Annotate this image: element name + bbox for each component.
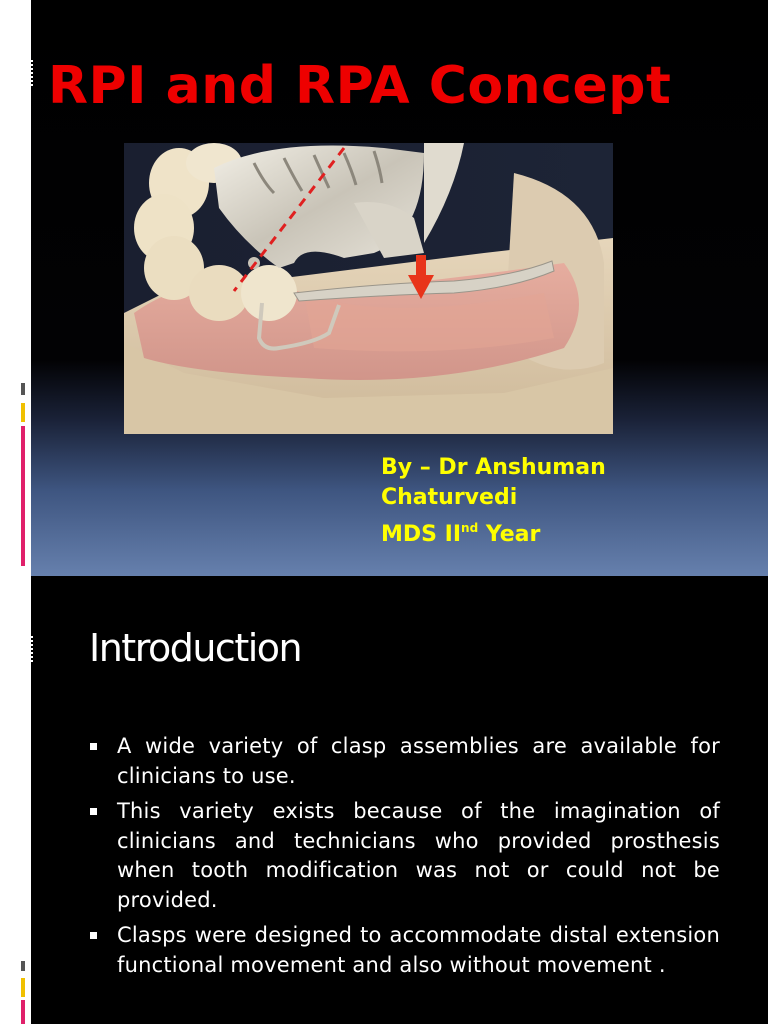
list-item-text: A wide variety of clasp assemblies are available for clinicians to use. [117,734,720,788]
author-name-line2: Chaturvedi [381,485,518,510]
list-item [88,732,720,791]
accent-bar-pink [21,1000,25,1024]
list-item [88,797,720,915]
author-block [381,453,606,550]
list-item-text: This variety exists because of the imagination of clinicians and technicians who provided prosthesis when tooth modification was not or could not be provided. [117,799,720,912]
accent-bar-gray [21,383,25,395]
dental-cast-with-rpi-clasp-image [124,143,613,434]
degree-superscript: nd [461,521,479,535]
accent-bar-gray [21,961,25,971]
author-degree-line [381,513,606,550]
left-margin-strip [0,0,31,576]
accent-bar-pink [21,426,25,566]
bullet-list [88,732,720,986]
accent-bar-yellow [21,403,25,422]
accent-bar-yellow [21,978,25,997]
bullet-square-icon [90,932,97,939]
introduction-slide [0,576,768,1024]
slide-title: Introduction [89,626,302,670]
bullet-square-icon [90,808,97,815]
degree-suffix: Year [478,522,541,547]
author-name-line1: By – Dr Anshuman [381,455,606,480]
bullet-square-icon [90,743,97,750]
degree-prefix: MDS II [381,522,462,547]
list-item-text: Clasps were designed to accommodate distal extension functional movement and also without movement . [117,923,720,977]
list-item [88,921,720,980]
slide-title: RPI and RPA Concept [48,56,672,116]
